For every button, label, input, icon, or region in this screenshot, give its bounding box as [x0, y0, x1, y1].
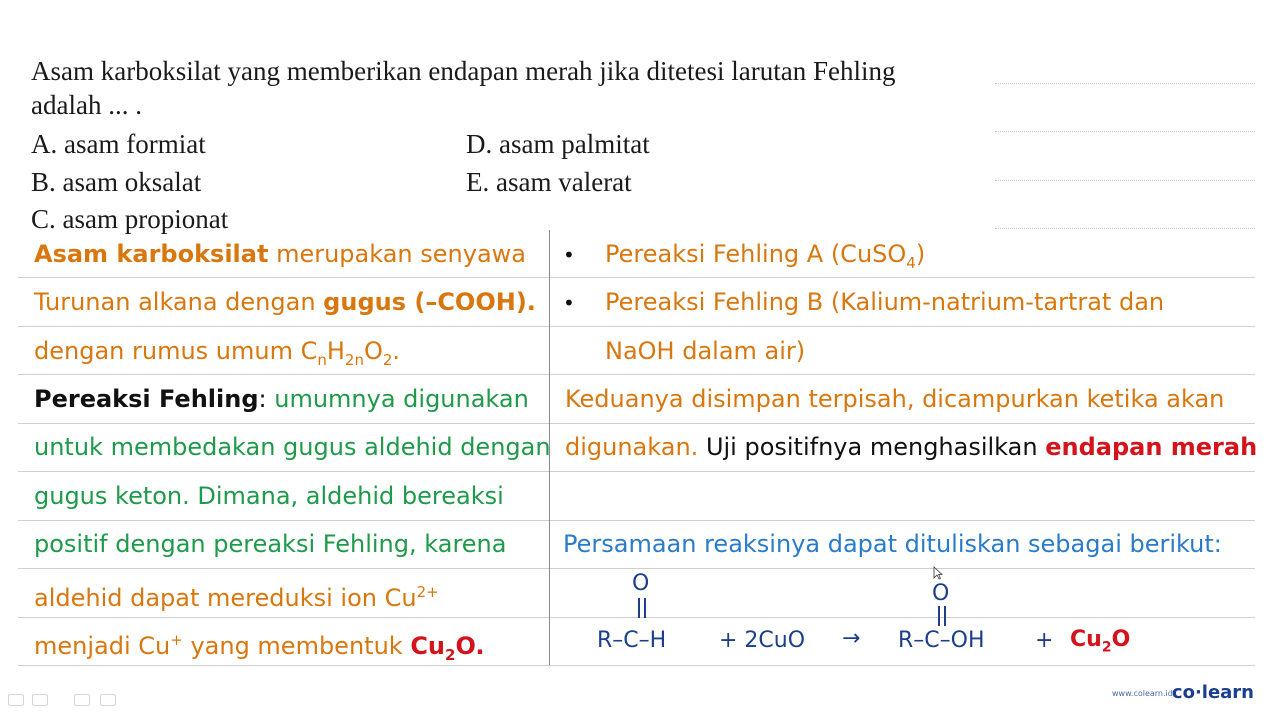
forward-control-icon[interactable]	[100, 694, 116, 706]
question-line-2: adalah ... .	[31, 90, 142, 120]
option-text: asam valerat	[496, 167, 632, 197]
equation-reagent: + 2CuO	[719, 628, 806, 653]
option-letter: A.	[31, 129, 58, 159]
note-left-7: positif dengan pereaksi Fehling, karena	[34, 530, 507, 558]
menu-control-icon[interactable]	[74, 694, 90, 706]
back-control-icon[interactable]	[8, 694, 24, 706]
answer-line	[995, 131, 1255, 132]
note-right-7: Persamaan reaksinya dapat dituliskan sebagai berikut:	[563, 530, 1222, 558]
note-right-5: digunakan. Uji positifnya menghasilkan endapan merah	[565, 433, 1258, 461]
question-line-1: Asam karboksilat yang memberikan endapan merah jika ditetesi larutan Fehling	[31, 56, 896, 86]
option-text: asam propionat	[62, 204, 229, 234]
double-bond-2	[938, 606, 946, 626]
note-right-fehling-a: Pereaksi Fehling A (CuSO$_4$)	[605, 240, 926, 272]
equation-product: $Cu_2O$	[1070, 627, 1131, 656]
note-left-9: menjadi Cu+ yang membentuk $Cu_2O$.	[34, 631, 485, 664]
ruled-line	[18, 423, 1255, 424]
brand-url: www.colearn.id	[1112, 689, 1173, 698]
pen-control-icon[interactable]	[32, 694, 48, 706]
note-left-8: aldehid dapat mereduksi ion $Cu^{2+}$	[34, 583, 439, 612]
option-a[interactable]	[31, 127, 206, 161]
option-letter: E.	[466, 167, 490, 197]
ruled-line	[18, 471, 1255, 472]
note-left-4: Pereaksi Fehling: umumnya digunakan	[34, 385, 529, 413]
equation-acid: R–C–OH	[898, 628, 985, 653]
brand-logo: co·learn	[1171, 682, 1254, 703]
bullet-icon: •	[563, 243, 575, 267]
equation-aldehyde: R–C–H	[597, 628, 667, 653]
option-letter: B.	[31, 167, 56, 197]
option-letter: D.	[466, 129, 493, 159]
note-left-3: dengan rumus umum $C_nH_{2n}O_2$.	[34, 337, 401, 369]
option-e[interactable]	[466, 165, 632, 199]
answer-line	[995, 83, 1255, 84]
mouse-cursor-icon	[933, 566, 943, 580]
note-left-6: gugus keton. Dimana, aldehid bereaksi	[34, 482, 504, 510]
note-right-fehling-b: Pereaksi Fehling B (Kalium-natrium-tartrat dan	[605, 288, 1165, 316]
note-right-4: Keduanya disimpan terpisah, dicampurkan ketika akan	[565, 385, 1225, 413]
ruled-line	[18, 326, 1255, 327]
note-left-5: untuk membedakan gugus aldehid dengan	[34, 433, 551, 461]
bullet-icon: •	[563, 291, 575, 315]
note-left-2: Turunan alkana dengan gugus (–COOH).	[34, 288, 536, 316]
option-text: asam formiat	[64, 129, 206, 159]
equation-oxygen-2: O	[932, 581, 950, 606]
equation-oxygen-1: O	[632, 571, 650, 596]
note-left-1: Asam karboksilat merupakan senyawa	[34, 240, 526, 268]
option-letter: C.	[31, 204, 56, 234]
note-right-fehling-b-cont: NaOH dalam air)	[605, 337, 806, 365]
option-text: asam palmitat	[499, 129, 650, 159]
answer-line	[995, 228, 1255, 229]
double-bond-1	[638, 598, 646, 618]
option-d[interactable]	[466, 127, 650, 161]
ruled-line	[18, 568, 1255, 569]
option-text: asam oksalat	[62, 167, 202, 197]
answer-line	[995, 180, 1255, 181]
ruled-line	[18, 617, 1255, 618]
equation-arrow: →	[842, 626, 861, 651]
option-c[interactable]	[31, 202, 228, 236]
option-b[interactable]	[31, 165, 201, 199]
equation-plus: +	[1035, 628, 1054, 653]
ruled-line	[18, 520, 1255, 521]
